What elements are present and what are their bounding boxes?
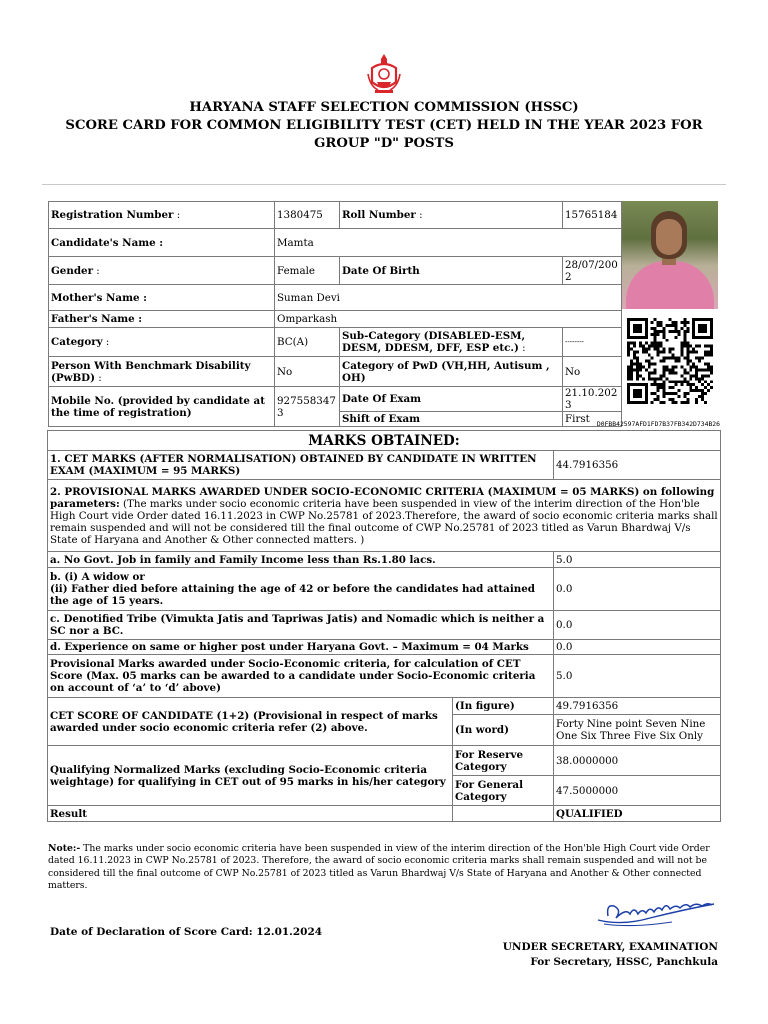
mobile-label: Mobile No. (provided by candidate at the time of registration) bbox=[49, 387, 275, 427]
roll-label: Roll Number : bbox=[340, 202, 563, 229]
pwbd-label: Person With Benchmark Disability (PwBD) : bbox=[49, 357, 275, 387]
reserve-category-label: For Reserve Category bbox=[453, 746, 554, 776]
page-header bbox=[40, 99, 728, 153]
declaration-date: Date of Declaration of Score Card: 12.01.2024 bbox=[50, 926, 323, 938]
subcategory-label: Sub-Category (DISABLED-ESM, DESM, DDESM, DFF, ESP etc.) : bbox=[340, 328, 563, 357]
registration-label: Registration Number : bbox=[49, 202, 275, 229]
category-label: Category : bbox=[49, 328, 275, 357]
gender-value: Female bbox=[275, 257, 340, 285]
candidate-name-value: Mamta bbox=[275, 229, 622, 257]
exam-date-value: 21.10.2023 bbox=[563, 387, 622, 412]
general-category-label: For General Category bbox=[453, 776, 554, 806]
in-figure-value: 49.7916356 bbox=[554, 698, 721, 715]
candidate-photo bbox=[622, 201, 718, 309]
criteria-b-label: b. (i) A widow or (ii) Father died before attaining the age of 42 or before the candidates had attained the age of 15 years. bbox=[48, 568, 554, 611]
socio-economic-header: 2. PROVISIONAL MARKS AWARDED UNDER SOCIO-ECONOMIC CRITERIA (MAXIMUM = 05 MARKS) on following parameters: (The marks under socio economic criteria have been suspended in view of the interim direction of the Hon'ble High Court vide Order dated 16.11.2023 in CWP No.25781 of 2023.Therefore, the award of socio economic criteria marks shall remain suspended and will not be considered till the final outcome of CWP No.25781 of 2023 titled as Varun Bhardwaj V/s State of Haryana and Another & Other connected matters. ) bbox=[48, 480, 721, 552]
signatory-title: UNDER SECRETARY, EXAMINATION bbox=[502, 941, 718, 953]
candidate-info-table bbox=[48, 201, 622, 427]
subcategory-value: -------- bbox=[563, 328, 622, 357]
exam-shift-label: Shift of Exam bbox=[340, 412, 563, 427]
general-category-value: 47.5000000 bbox=[554, 776, 721, 806]
marks-table bbox=[47, 430, 721, 822]
mobile-value: 9275583473 bbox=[275, 387, 340, 427]
dob-label: Date Of Birth bbox=[340, 257, 563, 285]
father-name-value: Omparkash bbox=[275, 311, 622, 328]
registration-value: 1380475 bbox=[275, 202, 340, 229]
father-name-label: Father's Name : bbox=[49, 311, 275, 328]
marks-title: MARKS OBTAINED: bbox=[48, 431, 721, 451]
in-word-label: (In word) bbox=[453, 715, 554, 746]
mother-name-label: Mother's Name : bbox=[49, 285, 275, 311]
dob-value: 28/07/2002 bbox=[563, 257, 622, 285]
signature-image bbox=[592, 896, 720, 930]
exam-shift-value: First bbox=[563, 412, 622, 427]
header-line-1: HARYANA STAFF SELECTION COMMISSION (HSSC) bbox=[189, 100, 579, 115]
cet-marks-label: 1. CET MARKS (AFTER NORMALISATION) OBTAINED BY CANDIDATE IN WRITTEN EXAM (MAXIMUM = 95 MARKS) bbox=[48, 451, 554, 480]
header-line-3: GROUP "D" POSTS bbox=[314, 136, 454, 151]
result-label: Result bbox=[48, 806, 453, 822]
cet-marks-value: 44.7916356 bbox=[554, 451, 721, 480]
roll-value: 15765184 bbox=[563, 202, 622, 229]
criteria-c-value: 0.0 bbox=[554, 611, 721, 640]
pwbd-value: No bbox=[275, 357, 340, 387]
result-value: QUALIFIED bbox=[554, 806, 721, 822]
note-text: Note:- The marks under socio economic criteria have been suspended in view of the interim direction of the Hon'ble High Court vide Order dated 16.11.2023 in CWP No.25781 of 2023. Therefore, the award of socio economic criteria marks shall remain suspended and will not be considered till the final outcome of CWP No.25781 of 2023 titled as Varun Bhardwaj V/s State of Haryana and Another & Other connected matters. bbox=[48, 843, 710, 891]
in-word-value: Forty Nine point Seven Nine One Six Three Five Six Only bbox=[554, 715, 721, 746]
pwd-category-label: Category of PwD (VH,HH, Autisum , OH) bbox=[340, 357, 563, 387]
gender-label: Gender : bbox=[49, 257, 275, 285]
exam-date-label: Date Of Exam bbox=[340, 387, 563, 412]
header-line-2: SCORE CARD FOR COMMON ELIGIBILITY TEST (CET) HELD IN THE YEAR 2023 FOR bbox=[65, 118, 703, 133]
provisional-marks-value: 5.0 bbox=[554, 655, 721, 698]
criteria-c-label: c. Denotified Tribe (Vimukta Jatis and Tapriwas Jatis) and Nomadic which is neither a SC nor a BC. bbox=[48, 611, 554, 640]
hssc-emblem-logo bbox=[364, 52, 404, 96]
candidate-name-label: Candidate's Name : bbox=[49, 229, 275, 257]
header-divider bbox=[42, 184, 726, 185]
mother-name-value: Suman Devi bbox=[275, 285, 622, 311]
criteria-d-value: 0.0 bbox=[554, 640, 721, 655]
provisional-marks-label: Provisional Marks awarded under Socio-Economic criteria, for calculation of CET Score (Max. 05 marks can be awarded to a candidate under Socio-Economic criteria on account of ‘a’ to ‘d’ above) bbox=[48, 655, 554, 698]
criteria-a-label: a. No Govt. Job in family and Family Income less than Rs.1.80 lacs. bbox=[48, 552, 554, 568]
criteria-d-label: d. Experience on same or higher post under Haryana Govt. – Maximum = 04 Marks bbox=[48, 640, 554, 655]
reserve-category-value: 38.0000000 bbox=[554, 746, 721, 776]
signatory-office: For Secretary, HSSC, Panchkula bbox=[530, 955, 718, 968]
verification-hash: D0FBB42597AFD1FD7B37FB342D734B26 bbox=[596, 420, 720, 428]
criteria-b-value: 0.0 bbox=[554, 568, 721, 611]
qr-code bbox=[627, 318, 713, 404]
in-figure-label: (In figure) bbox=[453, 698, 554, 715]
pwd-category-value: No bbox=[563, 357, 622, 387]
cet-score-label: CET SCORE OF CANDIDATE (1+2) (Provisional in respect of marks awarded under socio economic criteria refer (2) above. bbox=[48, 698, 453, 746]
result-spacer bbox=[453, 806, 554, 822]
category-value: BC(A) bbox=[275, 328, 340, 357]
criteria-a-value: 5.0 bbox=[554, 552, 721, 568]
qualifying-marks-label: Qualifying Normalized Marks (excluding Socio-Economic criteria weightage) for qualifying in CET out of 95 marks in his/her category bbox=[48, 746, 453, 806]
signatory-block bbox=[440, 940, 718, 969]
